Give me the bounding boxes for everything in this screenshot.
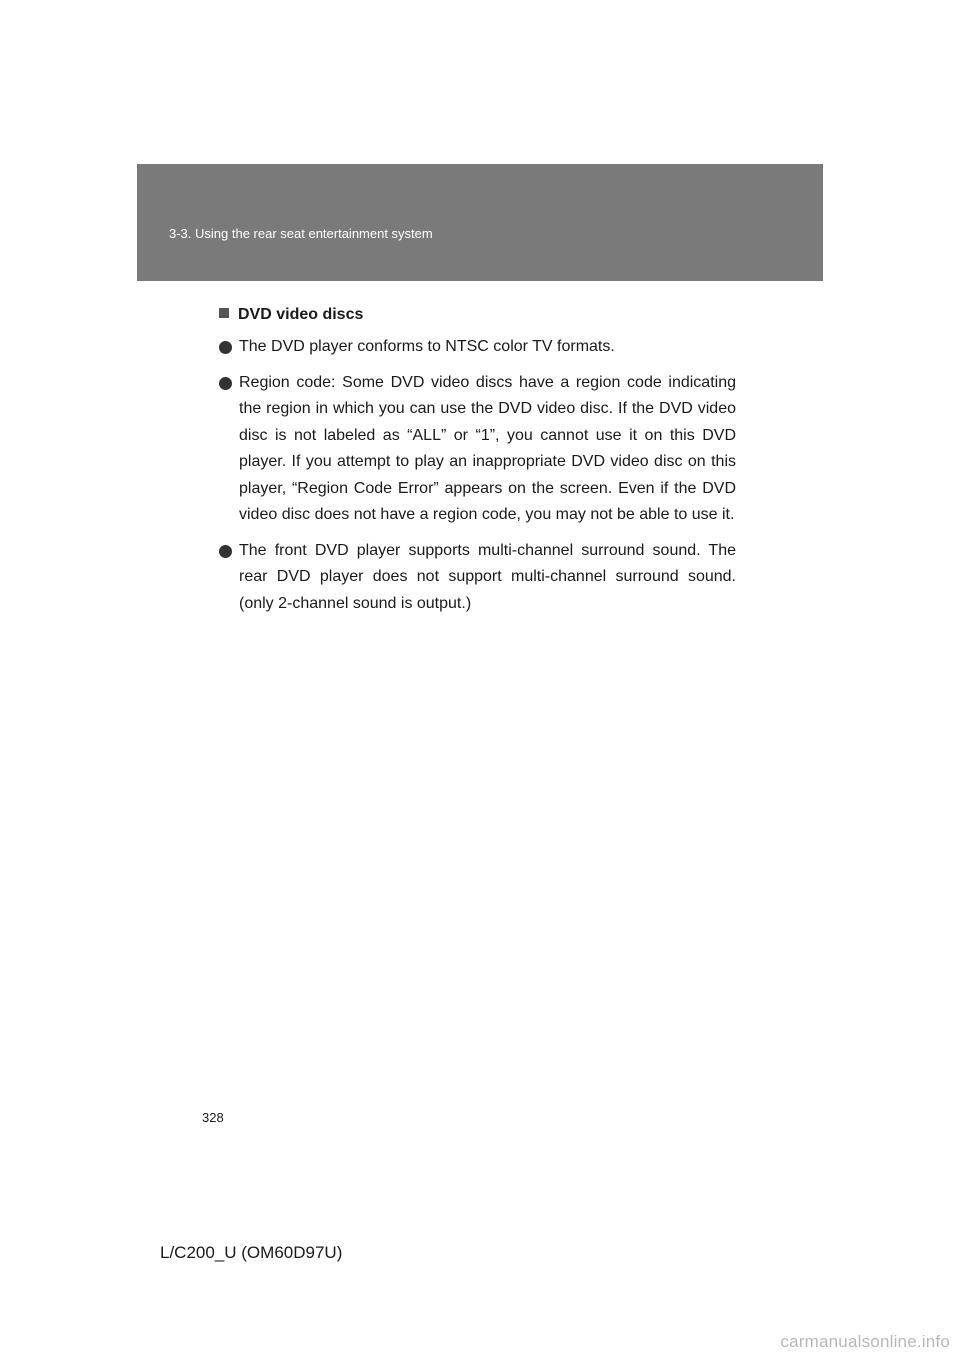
bullet-text: Region code: Some DVD video discs have a region code indicating the region in which you can use the DVD video disc. If the DVD video disc is not labeled as “ALL” or “1”, you cannot use it on this DVD player. If you attempt to play an inappropriate DVD video disc on this player, “Region Code Error” appears on the screen. Even if the DVD video disc does not have a region code, you may not be able to use it. — [239, 373, 736, 523]
circle-bullet-icon — [219, 377, 232, 390]
section-header-band — [137, 164, 823, 281]
circle-bullet-icon — [219, 545, 232, 558]
section-title: 3-3. Using the rear seat entertainment system — [169, 226, 433, 241]
subhead — [219, 302, 736, 328]
list-item — [219, 538, 736, 618]
circle-bullet-icon — [219, 341, 232, 354]
bullet-text: The DVD player conforms to NTSC color TV formats. — [239, 338, 615, 355]
bullet-list — [219, 334, 736, 617]
model-code: L/C200_U (OM60D97U) — [160, 1243, 343, 1262]
list-item — [219, 334, 736, 361]
bullet-text: The front DVD player supports multi-channel surround sound. The rear DVD player does not support multi-channel surround sound. (only 2-channel sound is output.) — [239, 541, 736, 612]
page-number: 328 — [202, 1110, 224, 1125]
subhead-text: DVD video discs — [238, 306, 364, 323]
square-bullet-icon — [219, 308, 229, 318]
list-item — [219, 370, 736, 529]
watermark-text: carmanualsonline.info — [780, 1332, 950, 1351]
page-content — [219, 302, 736, 626]
